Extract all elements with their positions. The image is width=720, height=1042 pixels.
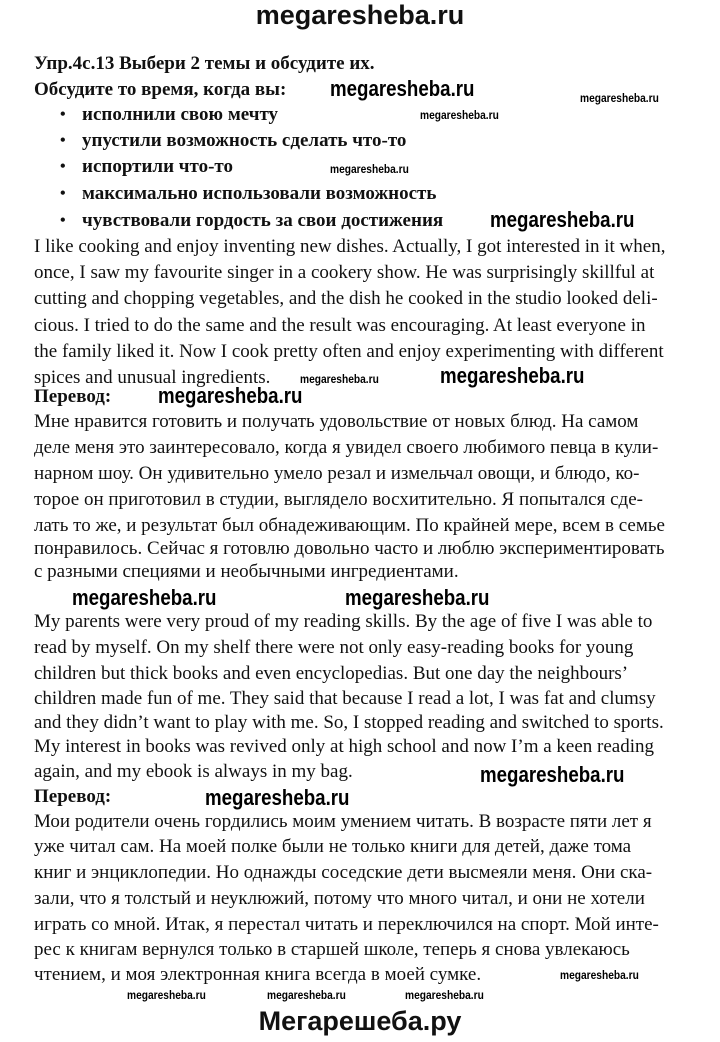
watermark: megaresheba.ru [560, 968, 639, 982]
english-text-line: the family liked it. Now I cook pretty often and enjoy experimenting with different [34, 341, 664, 362]
topic-item: максимально использовали возможность [82, 183, 437, 204]
watermark: megaresheba.ru [300, 372, 379, 386]
russian-text-line: зали, что я толстый и неуклюжий, потому что много читал, и они не хотели [34, 888, 645, 909]
english-text-line: children but thick books and even encyclopedias. But one day the neighbours’ [34, 663, 629, 684]
watermark: megaresheba.ru [345, 585, 490, 610]
english-text-line: children made fun of me. They said that because I read a lot, I was fat and clumsy [34, 688, 656, 709]
russian-text-line: чтением, и моя электронная книга всегда в моей сумке. [34, 964, 482, 985]
watermark: megaresheba.ru [330, 76, 475, 101]
russian-text-line: понравилось. Сейчас я готовлю довольно часто и люблю экспериментировать [34, 538, 665, 559]
english-text-line: read by myself. On my shelf there were not only easy-reading books for young [34, 637, 634, 658]
bullet-icon: • [60, 158, 66, 175]
english-text-line: and they didn’t want to play with me. So, I stopped reading and switched to sports. [34, 712, 664, 733]
russian-text-line: рес к книгам вернулся только в старшей школе, теперь я снова увлекаюсь [34, 939, 630, 960]
watermark: megaresheba.ru [580, 91, 659, 105]
bullet-icon: • [60, 185, 66, 202]
watermark: megaresheba.ru [420, 108, 499, 122]
topic-item: упустили возможность сделать что-то [82, 130, 407, 151]
watermark: megaresheba.ru [158, 383, 303, 408]
english-text-line: cutting and chopping vegetables, and the dish he cooked in the studio looked deli- [34, 288, 658, 309]
topic-item: чувствовали гордость за свои достижения [82, 210, 444, 231]
watermark: megaresheba.ru [72, 585, 217, 610]
bullet-icon: • [60, 132, 66, 149]
translation-label: Перевод: [34, 786, 112, 807]
watermark: megaresheba.ru [405, 988, 484, 1002]
english-text-line: My parents were very proud of my reading skills. By the age of five I was able to [34, 611, 653, 632]
english-text-line: I like cooking and enjoy inventing new dishes. Actually, I got interested in it when, [34, 236, 666, 257]
site-header: megaresheba.ru [255, 0, 465, 30]
russian-text-line: нарном шоу. Он удивительно умело резал и измельчал овощи, и блюдо, ко- [34, 463, 640, 484]
english-text-line: My interest in books was revived only at high school and now I’m a keen reading [34, 736, 654, 757]
russian-text-line: торое он приготовил в студии, выглядело восхитительно. Я попытался сде- [34, 489, 643, 510]
watermark: megaresheba.ru [127, 988, 206, 1002]
watermark: megaresheba.ru [440, 363, 585, 388]
topic-item: испортили что-то [82, 156, 233, 177]
russian-text-line: уже читал сам. На моей полке были не только книги для детей, даже тома [34, 836, 632, 857]
watermark: megaresheba.ru [267, 988, 346, 1002]
english-text-line: once, I saw my favourite singer in a cookery show. He was surprisingly skillful at [34, 262, 655, 283]
watermark: megaresheba.ru [480, 762, 625, 787]
watermark: megaresheba.ru [205, 785, 350, 810]
russian-text-line: с разными специями и необычными ингредиентами. [34, 561, 459, 582]
exercise-subtitle: Обсудите то время, когда вы: [34, 79, 287, 100]
translation-label: Перевод: [34, 386, 112, 407]
site-footer: Мегарешеба.ру [258, 1006, 462, 1036]
exercise-title: Упр.4с.13 Выбери 2 темы и обсудите их. [34, 53, 375, 74]
bullet-icon: • [60, 212, 66, 229]
russian-text-line: играть со мной. Итак, я перестал читать и переключился на спорт. Мой инте- [34, 914, 659, 935]
watermark: megaresheba.ru [490, 207, 635, 232]
english-text-line: again, and my ebook is always in my bag. [34, 761, 353, 782]
english-text-line: spices and unusual ingredients. [34, 367, 271, 388]
topic-item: исполнили свою мечту [82, 104, 279, 125]
watermark: megaresheba.ru [330, 162, 409, 176]
bullet-icon: • [60, 106, 66, 123]
russian-text-line: Мне нравится готовить и получать удовольствие от новых блюд. На самом [34, 411, 639, 432]
russian-text-line: лать то же, и результат был обнадеживающим. По крайней мере, всем в семье [34, 515, 665, 536]
english-text-line: cious. I tried to do the same and the result was encouraging. At least everyone in [34, 315, 646, 336]
russian-text-line: Мои родители очень гордились моим умением читать. В возрасте пяти лет я [34, 811, 652, 832]
russian-text-line: деле меня это заинтересовало, когда я увидел своего любимого певца в кули- [34, 437, 659, 458]
russian-text-line: книг и энциклопедии. Но однажды соседские дети высмеяли меня. Они ска- [34, 862, 653, 883]
